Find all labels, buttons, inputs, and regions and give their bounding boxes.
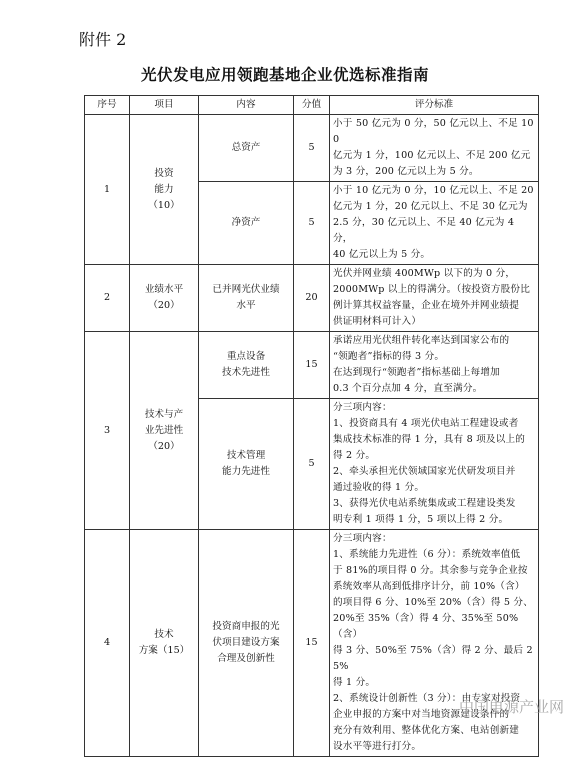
criteria-line: 供证明材料可计入）	[333, 316, 422, 327]
section-number: 3	[85, 332, 130, 530]
criteria-cell	[330, 399, 539, 530]
section-number: 4	[85, 530, 130, 757]
score-cell: 15	[294, 530, 330, 757]
criteria-line: 承诺应用光伏组件转化率达到国家公布的	[333, 335, 510, 346]
criteria-line: 小于 10 亿元为 0 分，10 亿元以上、不足 20	[333, 185, 534, 196]
criteria-line: 0.3 个百分点加 4 分，直至满分。	[333, 383, 483, 394]
criteria-line: 企业申报的方案中对当地资源建设条件的	[333, 709, 510, 720]
criteria-line: 通过验收的得 1 分。	[333, 482, 425, 493]
criteria-line: 例计算其权益容量，企业在境外并网业绩提	[333, 300, 520, 311]
section-number: 2	[85, 265, 130, 332]
criteria-line: 充分有效利用、整体优化方案、电站创新建	[333, 725, 520, 736]
attachment-label: 附件 2	[79, 30, 127, 49]
content-cell	[199, 182, 294, 265]
content-line: 技术管理	[226, 450, 266, 461]
criteria-line: 2000MWp 以上的得满分。（按投资方股份比	[333, 284, 530, 295]
section-number: 1	[85, 115, 130, 265]
content-line: 技术先进性	[222, 367, 270, 378]
project-line: （10）	[148, 199, 180, 211]
criteria-line: 分三项内容：	[333, 402, 392, 413]
header-cell: 分值	[294, 96, 330, 115]
project-line: 技术	[154, 629, 174, 640]
project-line: 业先进性	[144, 424, 184, 436]
table-row	[85, 332, 539, 399]
criteria-cell	[330, 332, 539, 399]
score-cell: 15	[294, 332, 330, 399]
project-line: 技术与产	[144, 408, 184, 420]
criteria-line: 光伏并网业绩 400MWp 以下的为 0 分，	[333, 268, 516, 279]
criteria-line: 得 3 分、50%至 75%（含）得 2 分、最后 25%	[333, 645, 533, 672]
criteria-line: 1、投资商具有 4 项光伏电站工程建设或者	[333, 418, 519, 429]
criteria-cell	[330, 265, 539, 332]
section-project	[130, 115, 199, 265]
content-cell	[199, 115, 294, 182]
section-project	[130, 530, 199, 757]
criteria-line: 明专利 1 项得 1 分，5 项以上得 2 分。	[333, 514, 509, 525]
content-line: 净资产	[231, 217, 261, 228]
watermark: 中国电源产业网	[458, 698, 564, 716]
criteria-line: 分三项内容：	[333, 533, 392, 544]
criteria-line: 得 2 分。	[333, 450, 376, 461]
section-project	[130, 265, 199, 332]
criteria-cell	[330, 115, 539, 182]
header-cell: 评分标准	[330, 96, 539, 115]
score-cell: 5	[294, 182, 330, 265]
score-cell: 5	[294, 399, 330, 530]
criteria-line: 得 1 分。	[333, 677, 376, 688]
criteria-line: 集成技术标准的得 1 分，具有 8 项及以上的	[333, 434, 526, 445]
content-cell	[199, 265, 294, 332]
project-line: 业绩水平	[144, 284, 184, 295]
project-line: 能力	[154, 183, 174, 195]
content-line: 能力先进性	[222, 466, 270, 477]
criteria-line: 1、系统能力先进性（6 分）：系统效率值低	[333, 549, 521, 560]
project-line: （20）	[148, 440, 180, 452]
content-line: 投资商申报的光	[212, 621, 280, 632]
criteria-line: 3、获得光伏电站系统集成或工程建设类发	[333, 498, 516, 509]
table-header-row	[85, 96, 539, 115]
table-row	[85, 530, 539, 757]
score-cell: 5	[294, 115, 330, 182]
content-cell	[199, 399, 294, 530]
content-line: 已并网光伏业绩	[212, 284, 280, 295]
project-line: 方案（15）	[138, 645, 190, 656]
criteria-line: 系统效率从高到低排序计分，前 10%（含）	[333, 581, 525, 592]
project-line: （20）	[148, 300, 180, 311]
content-line: 合理及创新性	[217, 653, 275, 664]
criteria-line: “领跑者”指标的得 3 分。	[333, 351, 445, 362]
table-row	[85, 265, 539, 332]
content-cell	[199, 332, 294, 399]
header-cell: 内容	[199, 96, 294, 115]
criteria-line: 亿元为 1 分，20 亿元以上、不足 30 亿元为	[333, 201, 528, 212]
score-cell: 20	[294, 265, 330, 332]
criteria-line: 小于 50 亿元为 0 分，50 亿元以上、不足 100	[333, 118, 534, 145]
content-line: 水平	[236, 300, 256, 311]
criteria-line: 20%至 35%（含）得 4 分、35%至 50%（含）	[333, 613, 519, 640]
document-title: 光伏发电应用领跑基地企业优选标准指南	[140, 65, 429, 84]
content-line: 伏项目建设方案	[212, 637, 280, 648]
content-line: 重点设备	[226, 351, 266, 362]
project-line: 投资	[154, 167, 174, 179]
content-cell	[199, 530, 294, 757]
criteria-line: 在达到现行“领跑者”指标基础上每增加	[333, 367, 500, 378]
header-cell: 序号	[85, 96, 130, 115]
criteria-line: 的项目得 6 分、10%至 20%（含）得 5 分、	[333, 597, 534, 608]
criteria-line: 亿元为 1 分，100 亿元以上、不足 200 亿元	[333, 150, 531, 161]
criteria-line: 2.5 分，30 亿元以上、不足 40 亿元为 4 分，	[333, 217, 515, 244]
scoring-table	[84, 95, 539, 757]
criteria-line: 为 3 分，200 亿元以上为 5 分。	[333, 166, 479, 177]
criteria-cell	[330, 182, 539, 265]
criteria-line: 设水平等进行打分。	[333, 741, 422, 752]
criteria-line: 2、系统设计创新性（3 分）：由专家对投资	[333, 693, 521, 704]
table-row	[85, 115, 539, 182]
criteria-cell	[330, 530, 539, 757]
header-cell: 项目	[130, 96, 199, 115]
criteria-line: 40 亿元以上为 5 分。	[333, 249, 431, 260]
criteria-line: 2、牵头承担光伏领域国家光伏研发项目并	[333, 466, 516, 477]
content-line: 总资产	[231, 142, 261, 153]
criteria-line: 于 81%的项目得 0 分。其余参与竞争企业按	[333, 565, 528, 576]
section-project	[130, 332, 199, 530]
